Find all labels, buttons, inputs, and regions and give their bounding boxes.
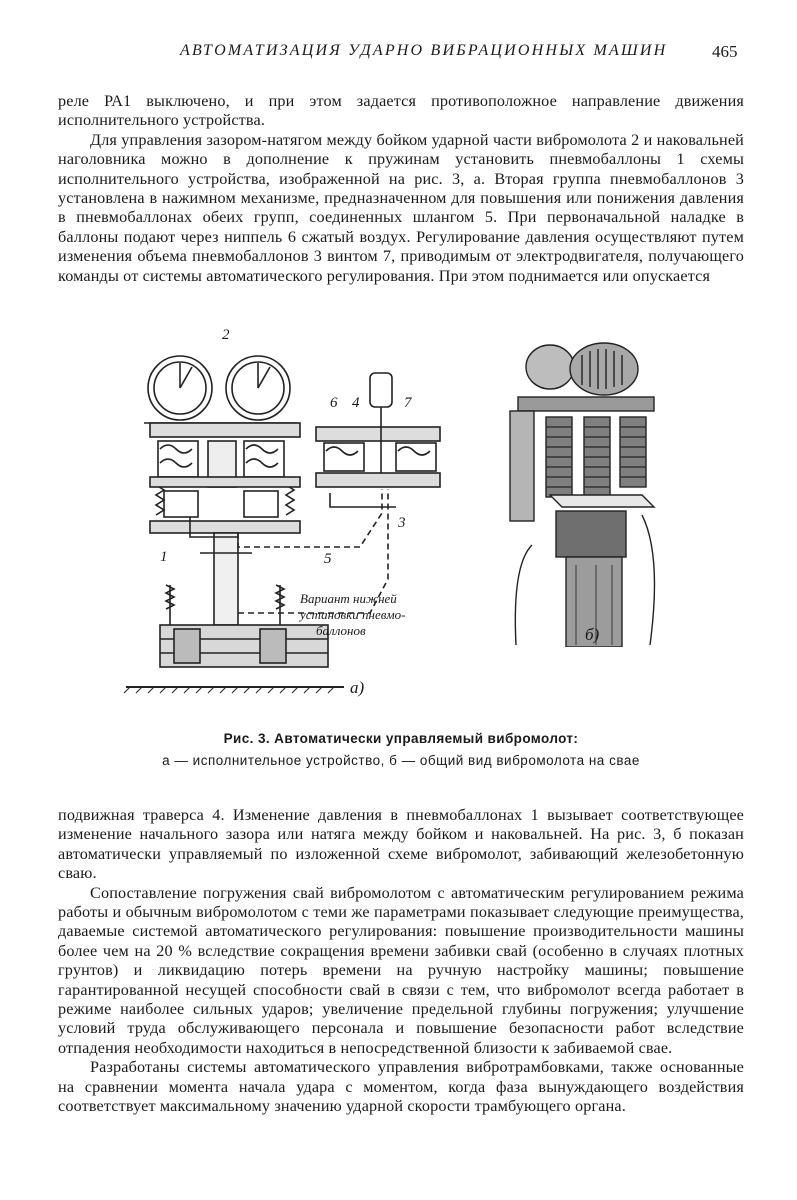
motor-drum-left: [526, 345, 574, 389]
central-column: [214, 533, 238, 625]
body-text-bottom: [58, 806, 744, 1117]
electric-motor: [370, 373, 392, 407]
paragraph: подвижная траверса 4. Изменение давления в пневмобаллонах 1 вызывает соответствующее изменение начального зазора или натяга между бойком и наковальней. На рис. 3, б показан автоматически управляемый по изложенной схеме вибромолот, забивающий железобетонную сваю.: [58, 806, 744, 883]
label-1: 1: [160, 549, 168, 565]
figure-a-schematic: [120, 323, 460, 709]
variant-note-line3: баллонов: [316, 623, 366, 638]
pile-head: [556, 511, 626, 557]
label-4: 4: [352, 395, 360, 411]
hose-5: [238, 489, 382, 547]
page-number: 465: [712, 42, 738, 61]
figure-b-photo: [492, 335, 667, 647]
pressure-mechanism: [316, 427, 440, 441]
paragraph: Разработаны системы автоматического управления вибротрамбовками, также основанные на сравнении момента начала удара с моментом, когда фаза вынуждающего воздействия соответствует максимальному значению ударной скорости трамбующего органа.: [58, 1058, 744, 1116]
paragraph: Сопоставление погружения свай вибромолотом с автоматическим регулированием режима работы и обычным вибромолотом с теми же параметрами показывает следующие преимущества, даваемые системой автоматического регулирования: повышение производительности машины более чем на 20 % вследствие сокращения времени забивки свай (особенно в случаях плотных грунтов) и ликвидацию потерь времени на ручную настройку машины; повышение гарантированной несущей способности свай в связи с тем, что вибромолот всегда работает в режиме наиболее сильных ударов; увеличение предельной глубины погружения; улучшение условий труда обслуживающего персонала и повышение безопасности работ вследствие отпадения необходимости находиться в непосредственной близости к забиваемой свае.: [58, 883, 744, 1057]
variant-note-line1: Вариант нижней: [300, 591, 397, 606]
variant-note-line2: установки пневмо-: [300, 607, 406, 622]
figure-caption-title: Рис. 3. Автоматически управляемый вибромолот:: [223, 731, 579, 746]
label-5: 5: [324, 551, 332, 567]
panel-b-label: б): [585, 625, 600, 644]
paragraph: реле РА1 выключено, и при этом задается противоположное направление движения исполнительного устройства.: [58, 92, 744, 130]
motor-drum-right: [570, 343, 638, 395]
label-7: 7: [404, 395, 412, 411]
label-6: 6: [330, 395, 338, 411]
label-2: 2: [222, 327, 230, 343]
label-3: 3: [398, 515, 406, 531]
upper-plate: [150, 423, 300, 437]
panel-a-label: а): [350, 678, 365, 697]
paragraph: Для управления зазором-натягом между бойком ударной части вибромолота 2 и наковальней наголовника можно в дополнение к пружинам установить пневмобаллоны 1 схемы исполнительного устройства, изображенной на рис. 3, а. Вторая группа пневмобаллонов 3 установлена в нажимном механизме, предназначенном для повышения или понижения давления в пневмобаллонах обеих групп, соединенных шлангом 5. При первоначальной наладке в баллоны подают через ниппель 6 сжатый воздух. Регулирование давления осуществляют путем изменения объема пневмобаллонов 3 винтом 7, приводимым от электродвигателя, получающего команды от системы автоматического регулирования. При этом поднимается или опускается: [58, 130, 744, 285]
figure-caption-legend: а — исполнительное устройство, б — общий вид вибромолота на свае: [162, 753, 640, 768]
body-text-top: [58, 92, 744, 286]
running-title: АВТОМАТИЗАЦИЯ УДАРНО ВИБРАЦИОННЫХ МАШИН: [180, 42, 668, 59]
